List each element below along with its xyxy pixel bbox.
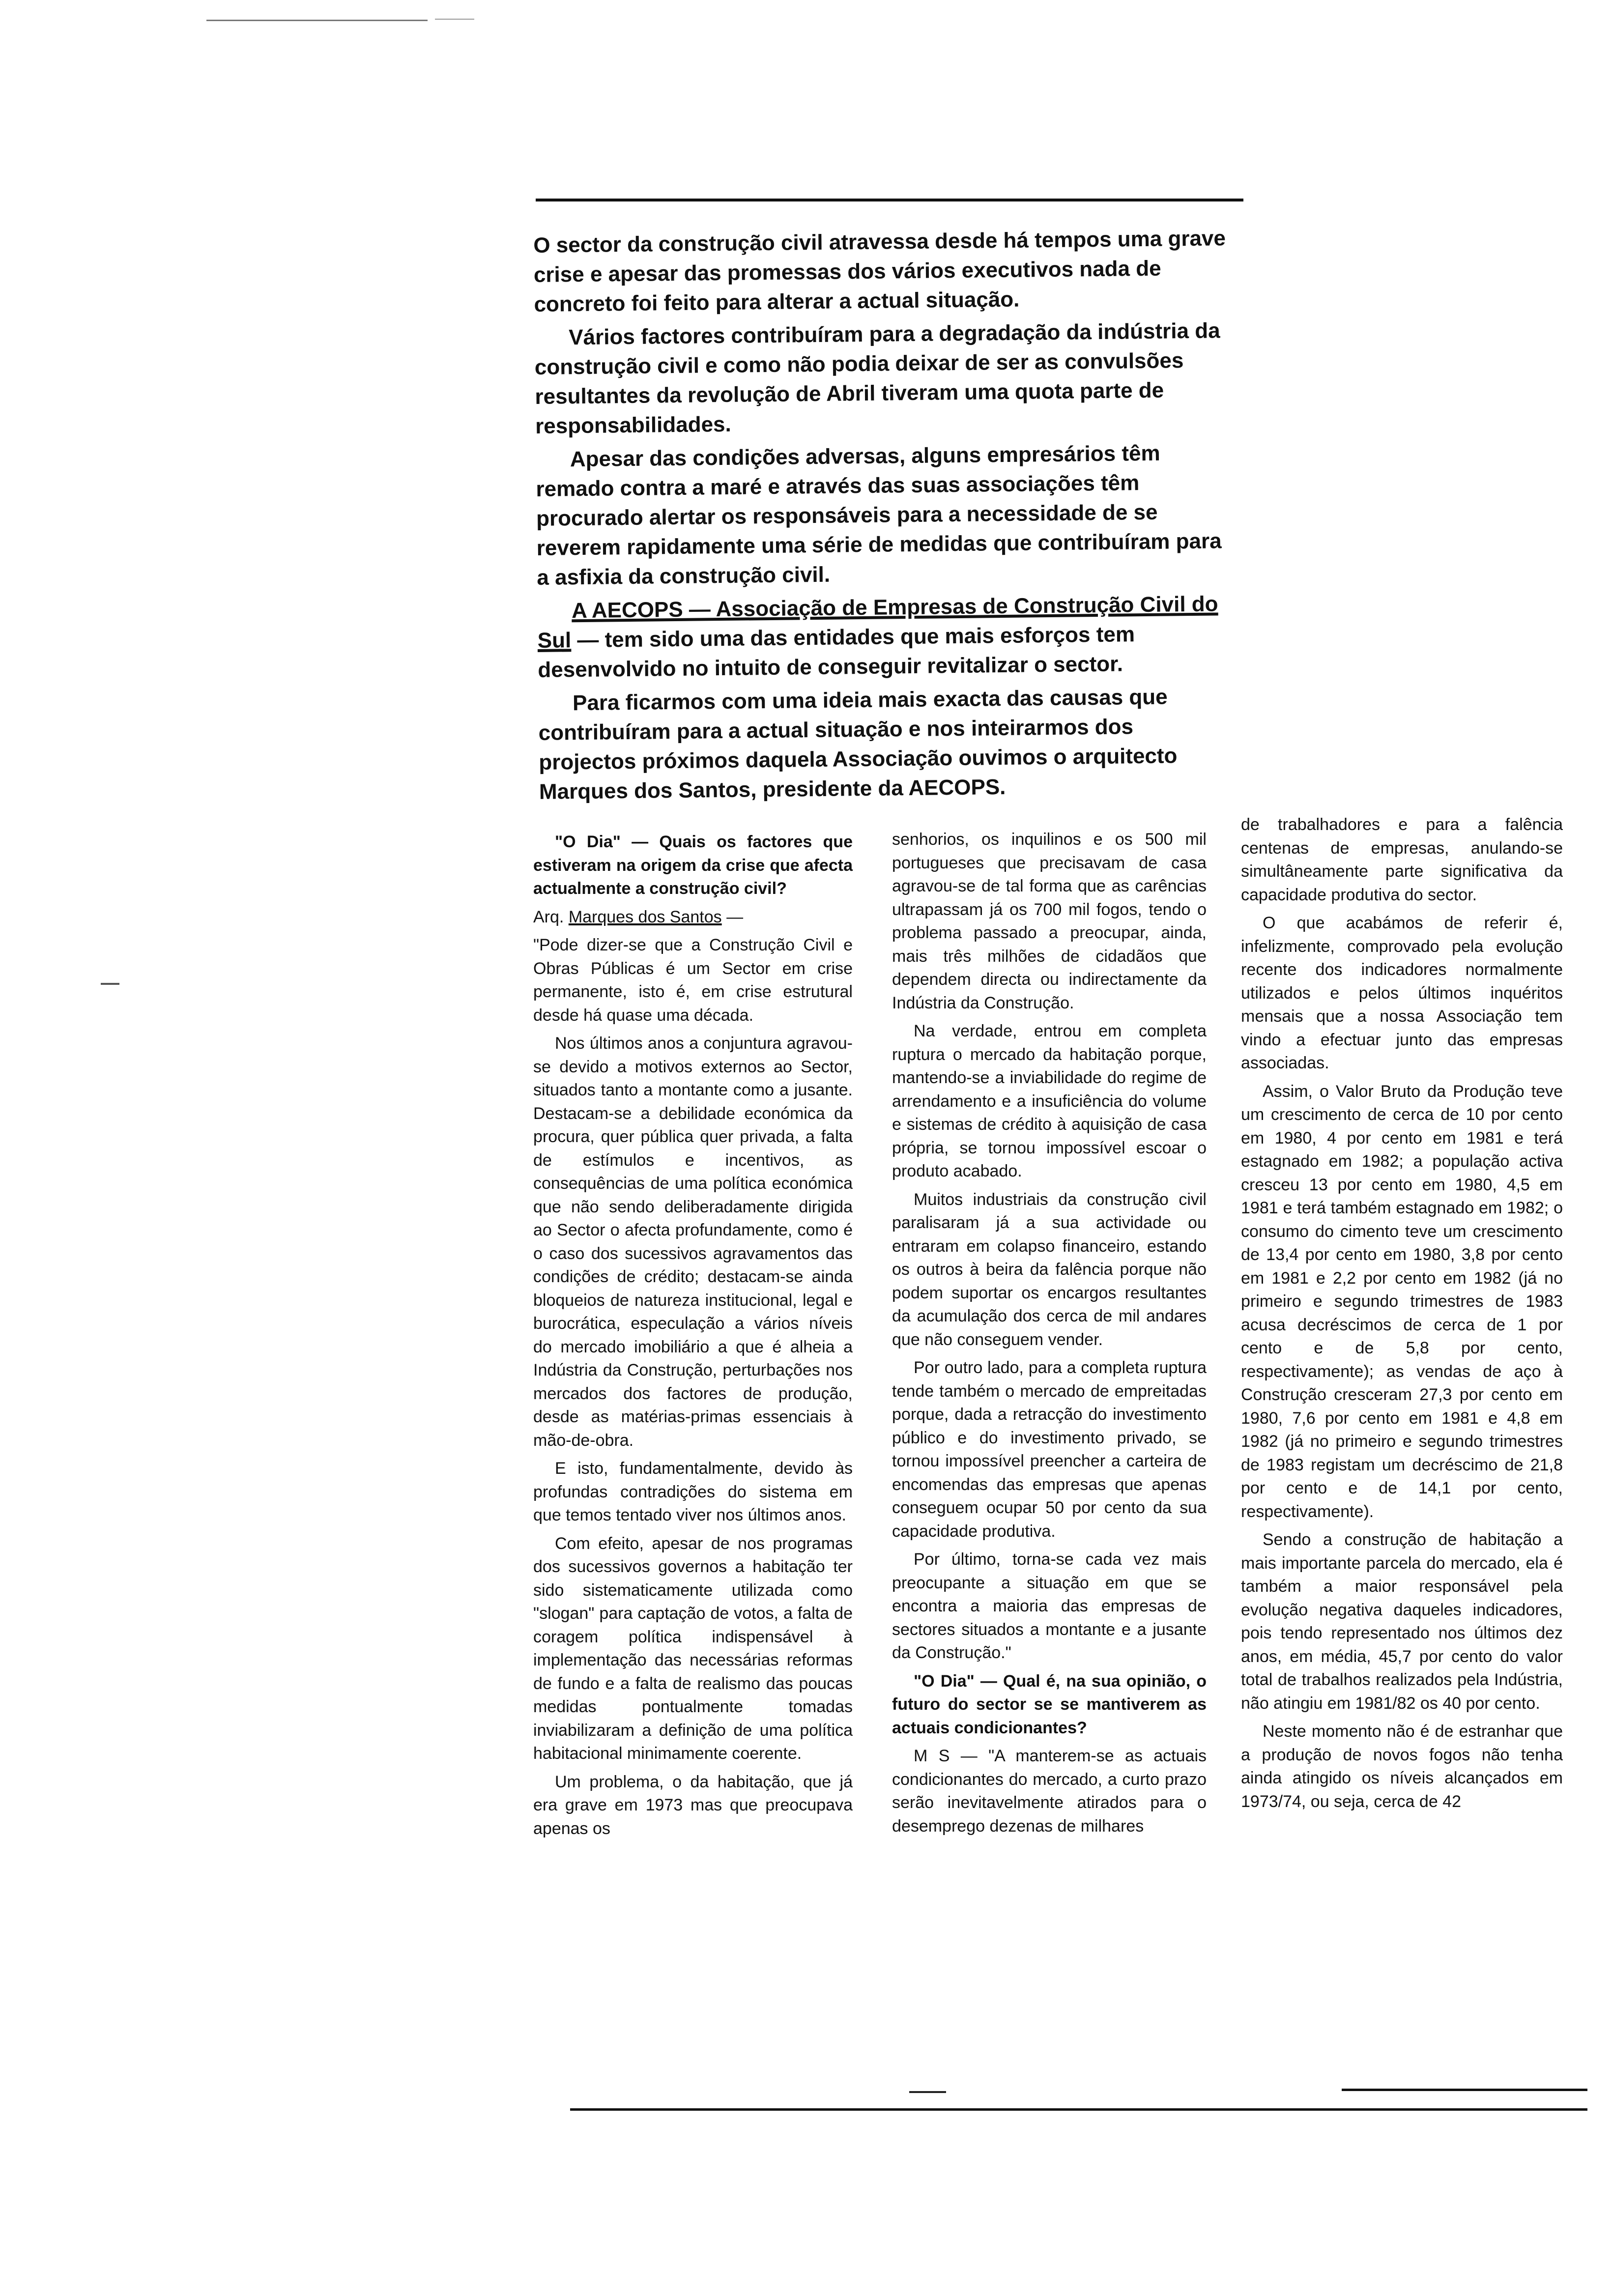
margin-mark [101, 983, 119, 985]
body-paragraph: senhorios, os inquilinos e os 500 mil portugueses que precisavam de casa agravou-se de tal forma que as carências ultrapassam já os 700 mil fogos, tendo o problema passado a preocupar, ainda, mais três milhões de cidadãos que dependem directa ou indirectamente da Indústria da Construção. [892, 830, 1207, 1012]
body-paragraph: Por outro lado, para a completa ruptura tende também o mercado de empreitadas porque, dada a retracção do investimento público e do investimento privado, se tornou impossível preencher a carteira de encomendas das empresas que apenas conseguem ocupar 50 por cento da sua capacidade produtiva. [892, 1358, 1207, 1541]
body-paragraph: O que acabámos de referir é, infelizmente, comprovado pela evolução recente dos indicadores normalmente utilizados e pelos últimos inquéritos mensais que a nossa Associação tem vindo a efectuar junto das empresas associadas. [1241, 914, 1563, 1072]
intro-paragraph: Para ficarmos com uma ideia mais exacta das causas que contribuíram para a actual situação e nos inteirarmos dos projectos próximos daquela Associação ouvimos o arquitecto Marques dos Santos, presidente da AECOPS. [538, 685, 1178, 804]
intro-paragraph: Apesar das condições adversas, alguns empresários têm remado contra a maré e através das suas associações têm procurado alertar os responsáveis para a necessidade de se reverem rapidamente uma série de medidas que contribuíram para a asfixia da construção civil. [536, 441, 1222, 590]
body-paragraph: de trabalhadores e para a falência centenas de empresas, anulando-se simultâneamente parte significativa da capacidade produtiva do sector. [1241, 815, 1563, 904]
column-1 [533, 831, 853, 1845]
speaker-name: Marques dos Santos [568, 907, 722, 926]
aecops-name: A AECOPS — Associação de Empresas de Construção Civil do Sul [537, 592, 1218, 653]
body-paragraph: Nos últimos anos a conjuntura agravou-se devido a motivos externos ao Sector, situados tanto a montante como a jusante. Destacam-se a debilidade económica da procura, quer pública quer privada, a falta de estímulos e incentivos, as consequências de uma política económica que não sendo deliberadamente dirigida ao Sector o afecta profundamente, como é o caso dos sucessivos agravamentos das condições de crédito; destacam-se ainda bloqueios de natureza institucional, legal e burocrática, especulação a vários níveis do mercado imobiliário a que é alheia a Indústria da Construção, perturbações nos mercados dos factores de produção, desde as matérias-primas essenciais à mão-de-obra. [533, 1034, 853, 1450]
column-2 [892, 828, 1207, 1843]
interview-question: "O Dia" — Qual é, na sua opinião, o futuro do sector se se mantiverem as actuais condicionantes? [892, 1671, 1207, 1737]
answer-paragraph: "Pode dizer-se que a Construção Civil e Obras Públicas é um Sector em crise permanente, isto é, em crise estrutural desde há quase uma década. [533, 936, 853, 1025]
scan-artifact-line [206, 20, 428, 21]
intro-text: — tem sido uma das entidades que mais esforços tem desenvolvido no intuito de conseguir revitalizar o sector. [538, 622, 1135, 682]
intro-paragraph: O sector da construção civil atravessa desde há tempos uma grave crise e apesar das promessas dos vários executivos nada de concreto foi feito para alterar a actual situação. [533, 226, 1226, 316]
body-paragraph: Neste momento não é de estranhar que a produção de novos fogos não tenha ainda atingido os níveis alcançados em 1973/74, ou seja, cerca de 42 [1241, 1722, 1563, 1811]
column-3 [1241, 813, 1563, 1818]
intro-paragraph [537, 589, 1236, 685]
speaker-prefix: Arq. [533, 907, 569, 926]
column-end-rule [1342, 2089, 1587, 2091]
body-paragraph: Na verdade, entrou em completa ruptura o mercado da habitação porque, mantendo-se a inviabilidade do regime de arrendamento e a insuficiência do volume e sistemas de crédito à aquisição de casa própria, se tornou impossível escoar o produto acabado. [892, 1022, 1207, 1180]
answer-paragraph: M S — "A manterem-se as actuais condicionantes do mercado, a curto prazo serão inevitavelmente atirados para o desemprego dezenas de milhares [892, 1747, 1207, 1836]
interview-question: "O Dia" — Quais os factores que estiveram na origem da crise que afecta actualmente a construção civil? [533, 832, 853, 898]
body-paragraph: Assim, o Valor Bruto da Produção teve um crescimento de cerca de 10 por cento em 1980, 4 por cento em 1981 e terá estagnado em 1982; a população activa cresceu 13 por cento em 1980, 4,5 em 1981 e terá também estagnado em 1982; o consumo do cimento teve um crescimento de 13,4 por cento em 1980, 3,8 por cento em 1981 e 2,2 por cento em 1982 (já no primeiro e segundo trimestres de 1983 acusa decréscimos de cerca de 1 por cento e de 5,8 por cento, respectivamente); as vendas de aço à Construção cresceram 27,3 por cento em 1980, 7,6 por cento em 1981 e 4,8 em 1982 (já no primeiro e segundo trimestres de 1983 registam um decréscimo de 21,8 por cento e de 14,1 por cento, respectivamente). [1241, 1082, 1563, 1521]
body-paragraph: Por último, torna-se cada vez mais preocupante a situação em que se encontra a maioria das empresas de sectores situados a montante e a jusante da Construção." [892, 1550, 1207, 1662]
top-rule [536, 199, 1243, 201]
bottom-rule [570, 2108, 1587, 2111]
body-paragraph: Um problema, o da habitação, que já era grave em 1973 mas que preocupava apenas os [533, 1772, 853, 1838]
body-paragraph: Sendo a construção de habitação a mais importante parcela do mercado, ela é também a maior responsável pela evolução negativa daqueles indicadores, pois tendo representado nos últimos dez anos, em média, 45,7 por cento do valor total de trabalhos realizados pela Indústria, não atingiu em 1981/82 os 40 por cento. [1241, 1530, 1563, 1713]
body-paragraph: E isto, fundamentalmente, devido às profundas contradições do sistema em que temos tentado viver nos últimos anos. [533, 1459, 853, 1524]
scan-artifact-line [435, 19, 474, 20]
column-end-rule [909, 2091, 946, 2093]
intro-block [533, 224, 1237, 811]
body-paragraph: Com efeito, apesar de nos programas dos sucessivos governos a habitação ter sido sistematicamente utilizada como "slogan" para captação de votos, a falta de coragem política indispensável à implementação das necessárias reformas de fundo e a falta de realismo das poucas medidas pontualmente tomadas inviabilizaram a definição de uma política habitacional minimamente coerente. [533, 1534, 853, 1763]
speaker-line [533, 906, 853, 929]
intro-paragraph: Vários factores contribuíram para a degradação da indústria da construção civil e como não podia deixar de ser as convulsões resultantes da revolução de Abril tiveram uma quota parte de responsabilidades. [534, 318, 1220, 438]
body-paragraph: Muitos industriais da construção civil paralisaram já a sua actividade ou entraram em colapso financeiro, estando os outros à beira da falência porque não podem suportar os encargos resultantes da acumulação dos cerca de mil andares que não conseguem vender. [892, 1190, 1207, 1349]
speaker-dash: — [721, 907, 744, 926]
